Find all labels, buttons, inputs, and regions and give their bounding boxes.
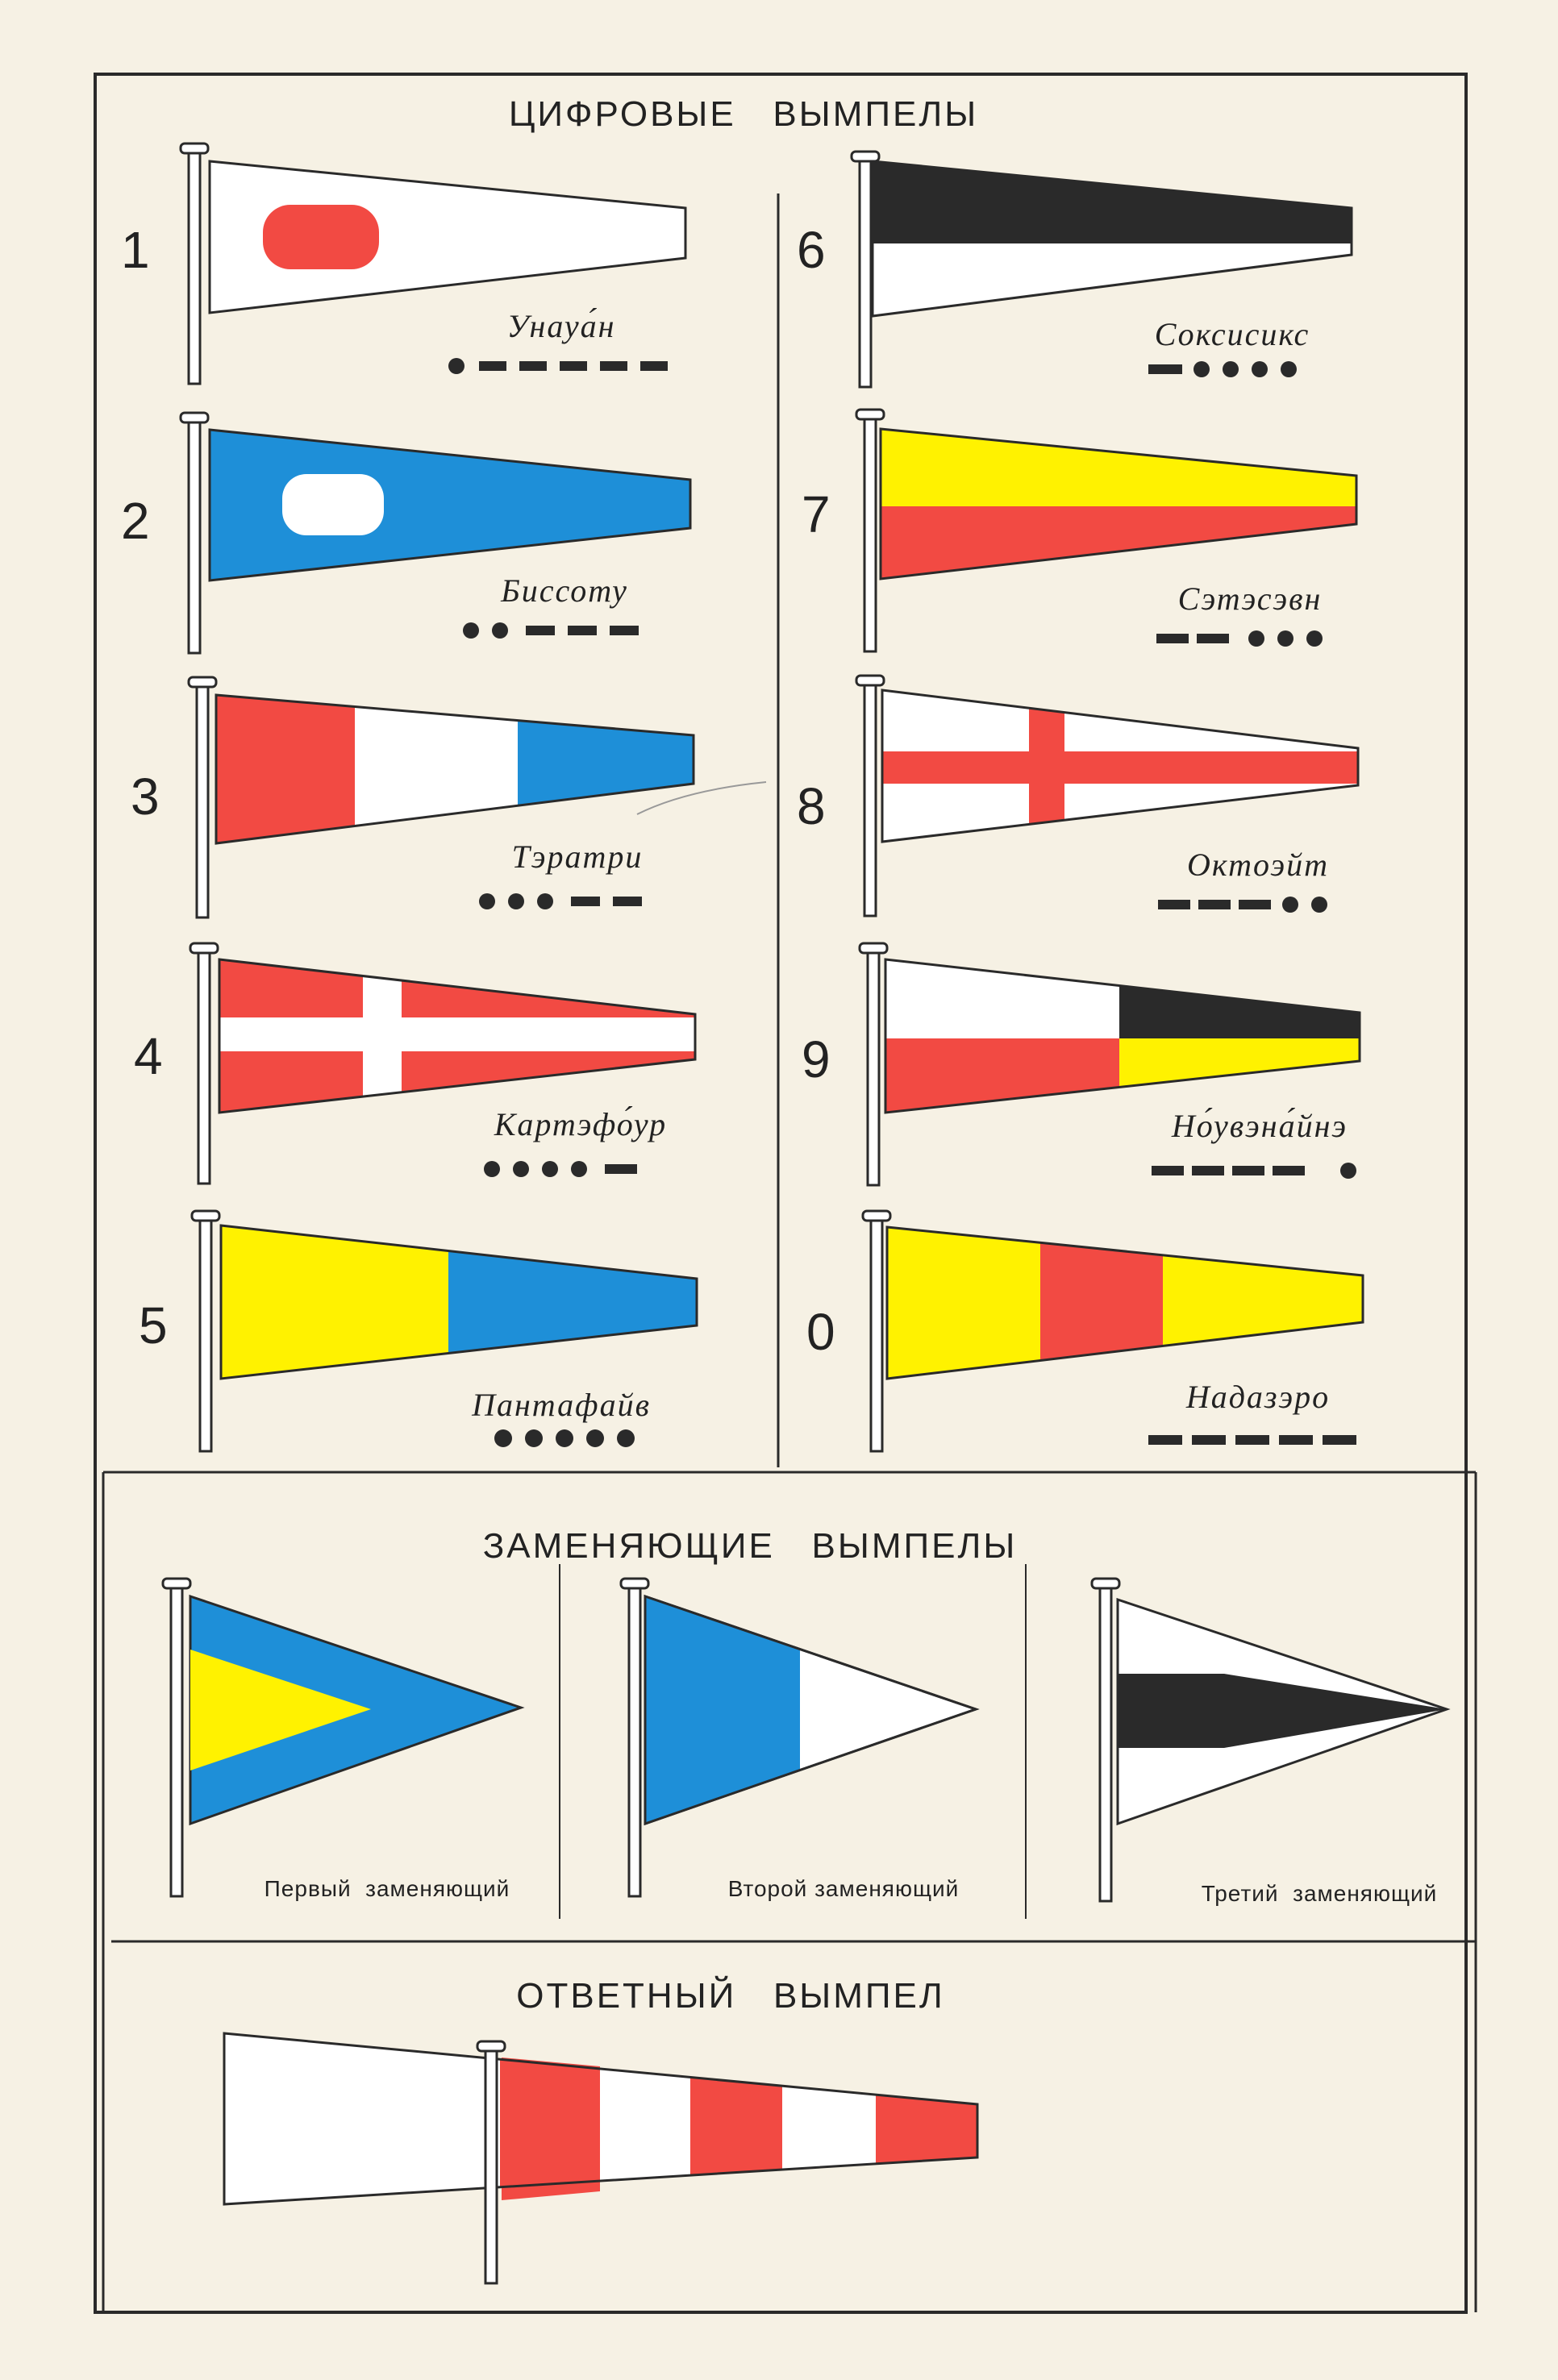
- morse-code: [463, 622, 639, 639]
- morse-code: [1158, 897, 1327, 913]
- digit-section-title: ЦИФРОВЫЕ ВЫМПЕЛЫ: [508, 94, 979, 134]
- pole: [198, 950, 210, 1184]
- pole: [197, 684, 208, 917]
- substitute-pennant-2: [621, 1579, 976, 1901]
- digit-label: 0: [806, 1303, 835, 1361]
- pole: [189, 150, 200, 384]
- pennant-name: Пантафайв: [472, 1387, 651, 1423]
- substitute-pennant-3: [1092, 1579, 1447, 1906]
- digit-label: 2: [121, 492, 150, 550]
- pole: [868, 950, 879, 1185]
- pennant-4: [134, 943, 703, 1184]
- substitute-label: Третий заменяющий: [1201, 1881, 1438, 1906]
- pennant-name: Унауа́н: [506, 308, 616, 344]
- answer-section-title: ОТВЕТНЫЙ ВЫМПЕЛ: [516, 1976, 945, 2016]
- pennant-7: [802, 410, 1373, 651]
- pennant-name: Картэфо́ур: [494, 1106, 668, 1142]
- digit-label: 1: [121, 221, 150, 279]
- morse-code: [1156, 630, 1323, 647]
- morse-code: [448, 358, 668, 374]
- pole: [1100, 1585, 1111, 1901]
- pole: [200, 1217, 211, 1451]
- pole: [485, 2048, 497, 2283]
- subst-section-title: ЗАМЕНЯЮЩИЕ ВЫМПЕЛЫ: [482, 1526, 1018, 1566]
- digit-label: 5: [139, 1296, 168, 1354]
- digit-label: 3: [131, 768, 160, 826]
- morse-code: [1148, 1435, 1356, 1445]
- pennant-6: [797, 152, 1364, 387]
- morse-code: [1148, 361, 1297, 377]
- pennant-name: Сэтэсэвн: [1177, 580, 1323, 617]
- pennant-3: [131, 677, 766, 917]
- pennant-2: [121, 413, 702, 653]
- pennant-9: [802, 943, 1369, 1185]
- pennant-0: [806, 1211, 1373, 1451]
- substitute-label: Первый заменяющий: [264, 1876, 510, 1901]
- pole: [189, 419, 200, 653]
- pennant-name: Тэратри: [511, 838, 644, 875]
- digit-label: 9: [802, 1030, 831, 1088]
- pennant-name: Соксисикс: [1154, 316, 1310, 352]
- digit-label: 8: [797, 777, 826, 835]
- morse-code: [494, 1429, 635, 1447]
- digit-label: 4: [134, 1027, 163, 1085]
- pennant-name: Надазэро: [1185, 1379, 1331, 1415]
- answer-pennant: [218, 2024, 981, 2283]
- morse-code: [484, 1161, 637, 1177]
- substitute-label: Второй заменяющий: [727, 1876, 960, 1901]
- pole: [871, 1217, 882, 1451]
- substitute-pennant-1: [163, 1579, 521, 1901]
- pole: [864, 682, 876, 916]
- pennant-1: [121, 144, 702, 384]
- pole: [629, 1585, 640, 1896]
- pennant-8: [797, 676, 1374, 916]
- pole: [860, 158, 871, 387]
- pennant-name: Октоэйт: [1187, 847, 1329, 883]
- digit-label: 7: [802, 485, 831, 543]
- pennant-name: Биссоту: [501, 572, 628, 609]
- morse-code: [1152, 1163, 1356, 1179]
- pennant-5: [139, 1211, 705, 1451]
- pole: [171, 1585, 182, 1896]
- digit-label: 6: [797, 221, 826, 279]
- morse-code: [479, 893, 642, 909]
- pole: [864, 416, 876, 651]
- pennant-name: Но́увэна́йнэ: [1171, 1108, 1348, 1144]
